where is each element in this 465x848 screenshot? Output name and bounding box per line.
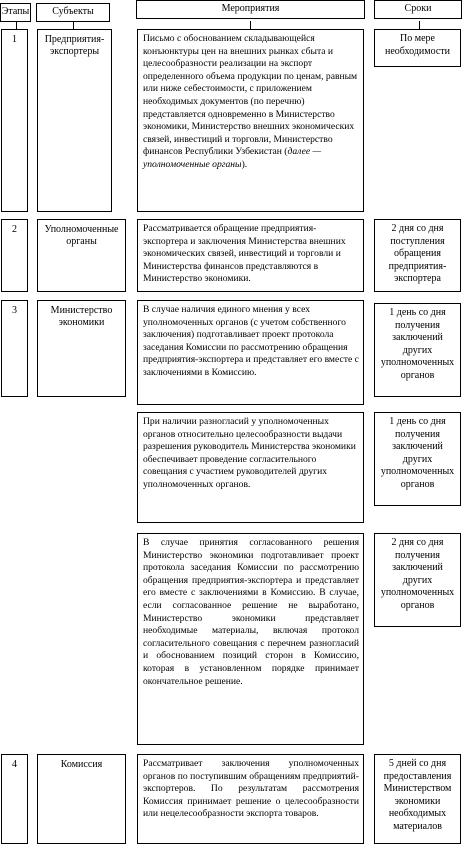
subject-cell: Уполномоченные органы <box>37 219 126 292</box>
header-deadlines: Сроки <box>374 0 462 19</box>
deadline-cell: 5 дней со дня предоставления Министерством экономики необходимых материалов <box>374 754 461 844</box>
stage-number: 3 <box>1 300 28 397</box>
deadline-cell: По мере необходимости <box>374 29 461 67</box>
activity-italic-text: далее — уполномоченные органы <box>143 146 322 170</box>
activity-text: Письмо с обоснованием складывающейся конъюнктуры цен на внешних рынках сбыта и целесообразности реализации на экспорт определенного объема продукции по ценам, равным или ниже себестоимости, с приложением необходимых документов (по перечню) представляется одновременно в Министерство экономики, Министерство внешних экономических связей, инвестиций и торговли, Министерство финансов Республики Узбекистан ( <box>143 33 358 158</box>
activity-cell: В случае принятия согласованного решения Министерство экономики подготавливает проект протокола заседания Комиссии по рассмотрению обращения предприятия-экспортера и представляет его вместе с заключениями в Комиссию. В случае, если согласованное решение не выработано, Министерство экономики представляет необходимые материалы, включая протокол согласительного совещания с перечнем разногласий и обоснованием позиций сторон в Комиссию, которая в установленном порядке принимает окончательное решение. <box>137 533 364 745</box>
activity-cell: В случае наличия единого мнения у всех уполномоченных органов (с учетом собственного заключения) подготавливает проект протокола заседания Комиссии по рассмотрению обращения предприятия-экспортера и представляет его вместе с заключениями в Комиссию. <box>137 300 364 405</box>
stage-number: 2 <box>1 219 28 292</box>
header-stages: Этапы <box>0 3 31 22</box>
stage-number: 4 <box>1 754 28 844</box>
subject-cell: Комиссия <box>37 754 126 844</box>
deadline-cell: 2 дня со дня получения заключений других уполномоченных органов <box>374 533 461 627</box>
header-activities: Мероприятия <box>136 0 365 19</box>
stage-number: 1 <box>1 29 28 212</box>
header-subjects: Субъекты <box>36 3 110 22</box>
deadline-cell: 1 день со дня получения заключений других уполномоченных органов <box>374 412 461 506</box>
activity-text-tail: ). <box>241 158 248 170</box>
activity-cell: При наличии разногласий у уполномоченных органов относительно целесообразности выдачи разрешения руководитель Министерства экономики обеспечивает проведение согласительного совещания с участием руководителей других уполномоченных органов. <box>137 412 364 523</box>
deadline-cell: 1 день со дня получения заключений других уполномоченных органов <box>374 303 461 397</box>
activity-cell <box>137 29 364 212</box>
deadline-cell: 2 дня со дня поступления обращения предприятия-экспортера <box>374 219 461 292</box>
activity-cell: Рассматривается обращение предприятия-экспортера и заключения Министерства внешних экономических связей, инвестиций и торговли и Министерства финансов представляются в Министерство экономики. <box>137 219 364 292</box>
subject-cell: Предприятия-экспортеры <box>37 29 112 212</box>
activity-cell: Рассматривает заключения уполномоченных органов по поступившим обращениям предприятий-экспортеров. По результатам рассмотрения Комиссия принимает решение о целесообразности или нецелесообразности экспорта товаров. <box>137 754 364 844</box>
subject-cell: Министерство экономики <box>37 300 126 397</box>
